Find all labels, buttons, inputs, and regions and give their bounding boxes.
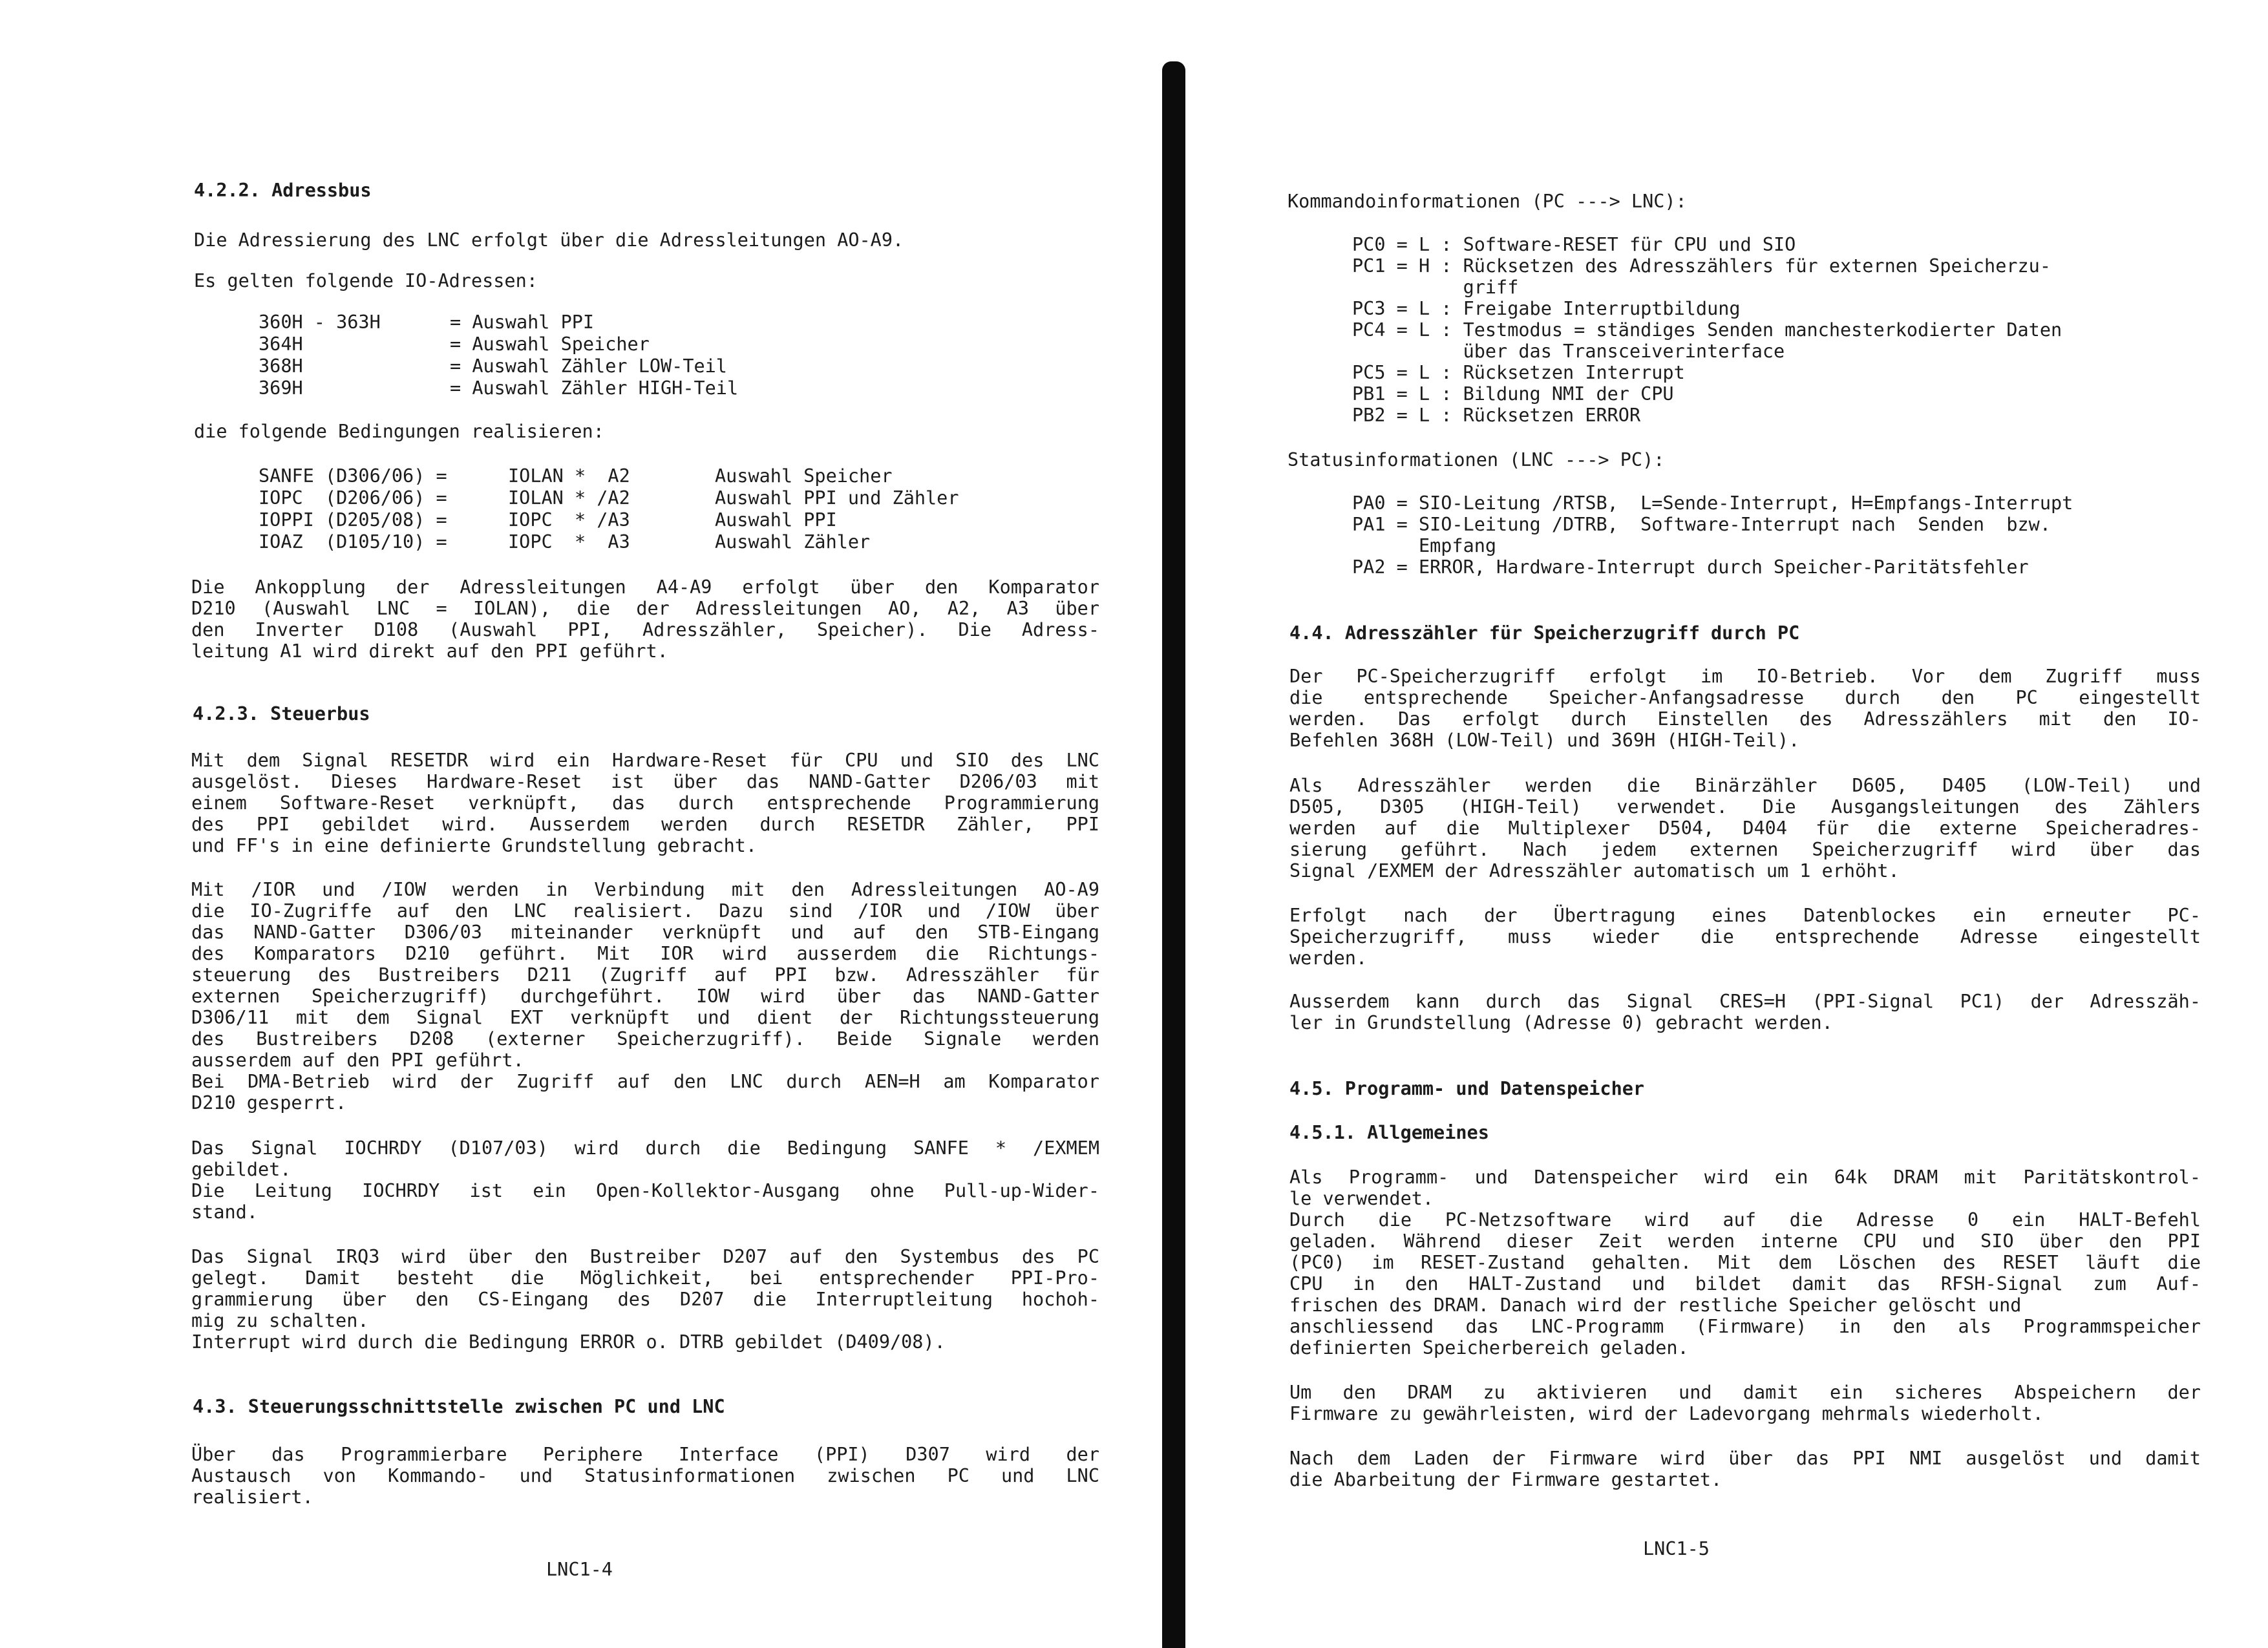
address-cell: 369H xyxy=(259,377,303,399)
list-item: Empfang xyxy=(1352,535,1497,556)
list-item: PA0 = SIO-Leitung /RTSB, L=Sende-Interrupt, H=Empfangs-Interrupt xyxy=(1352,492,2073,514)
address-desc-cell: = Auswahl PPI xyxy=(450,312,595,333)
condition-desc-cell: Auswahl PPI und Zähler xyxy=(715,487,959,509)
address-desc-cell: = Auswahl Speicher xyxy=(450,333,650,355)
text-line: und FF's in eine definierte Grundstellung gebracht. xyxy=(191,835,758,856)
text-line: definierten Speicherbereich geladen. xyxy=(1289,1337,1689,1358)
text-line: gebildet. xyxy=(191,1159,291,1180)
list-item: PA2 = ERROR, Hardware-Interrupt durch Speicher-Paritätsfehler xyxy=(1352,556,2029,578)
text-line: stand. xyxy=(191,1201,258,1223)
paragraph: Es gelten folgende IO-Adressen: xyxy=(194,270,538,291)
text-line: Über das Programmierbare Periphere Interface (PPI) D307 wird der xyxy=(191,1444,1099,1465)
text-line: die entsprechende Speicher-Anfangsadresse durch den PC eingestellt xyxy=(1289,687,2201,708)
text-line: D505, D305 (HIGH-Teil) verwendet. Die Ausgangsleitungen des Zählers xyxy=(1289,796,2201,818)
list-item: PC4 = L : Testmodus = ständiges Senden manchesterkodierter Daten xyxy=(1352,319,2062,341)
text-line: realisiert. xyxy=(191,1486,313,1508)
text-line: Interrupt wird durch die Bedingung ERROR o. DTRB gebildet (D409/08). xyxy=(191,1331,946,1353)
list-item: PB1 = L : Bildung NMI der CPU xyxy=(1352,383,1674,405)
condition-desc-cell: Auswahl Zähler xyxy=(715,531,871,553)
text-line: Das Signal IOCHRDY (D107/03) wird durch die Bedingung SANFE * /EXMEM xyxy=(191,1137,1099,1159)
list-item: PB2 = L : Rücksetzen ERROR xyxy=(1352,405,1641,426)
expression-cell: IOPC * A3 xyxy=(508,531,630,553)
expression-cell: IOLAN * A2 xyxy=(508,465,630,487)
text-line: werden auf die Multiplexer D504, D404 für die externe Speicheradres- xyxy=(1289,818,2201,839)
text-line: D210 gesperrt. xyxy=(191,1092,347,1114)
address-desc-cell: = Auswahl Zähler LOW-Teil xyxy=(450,355,727,377)
address-desc-cell: = Auswahl Zähler HIGH-Teil xyxy=(450,377,739,399)
address-cell: 360H - 363H xyxy=(259,312,381,333)
text-line: leitung A1 wird direkt auf den PPI geführt. xyxy=(191,640,668,662)
text-line: Der PC-Speicherzugriff erfolgt im IO-Betrieb. Vor dem Zugriff muss xyxy=(1289,666,2201,687)
text-line: Erfolgt nach der Übertragung eines Datenblockes ein erneuter PC- xyxy=(1289,905,2201,926)
text-line: Bei DMA-Betrieb wird der Zugriff auf den LNC durch AEN=H am Komparator xyxy=(191,1071,1099,1092)
list-item: PC5 = L : Rücksetzen Interrupt xyxy=(1352,362,1685,383)
text-line: die Abarbeitung der Firmware gestartet. xyxy=(1289,1469,1722,1490)
list-item: griff xyxy=(1352,277,1519,298)
text-line: grammierung über den CS-Eingang des D207 die Interruptleitung hochoh- xyxy=(191,1289,1099,1310)
text-line: Nach dem Laden der Firmware wird über das PPI NMI ausgelöst und damit xyxy=(1289,1448,2201,1469)
text-line: CPU in den HALT-Zustand und bildet damit das RFSH-Signal zum Auf- xyxy=(1289,1273,2201,1294)
text-line: Mit /IOR und /IOW werden in Verbindung mit den Adressleitungen AO-A9 xyxy=(191,879,1099,900)
text-line: Mit dem Signal RESETDR wird ein Hardware-Reset für CPU und SIO des LNC xyxy=(191,750,1099,771)
address-cell: 368H xyxy=(259,355,303,377)
paragraph: Die Adressierung des LNC erfolgt über die Adressleitungen AO-A9. xyxy=(194,229,904,251)
expression-cell: IOPC * /A3 xyxy=(508,509,630,531)
text-line: le verwendet. xyxy=(1289,1188,1434,1209)
text-line: Speicherzugriff, muss wieder die entsprechende Adresse eingestellt xyxy=(1289,926,2201,947)
text-line: des Bustreibers D208 (externer Speicherzugriff). Beide Signale werden xyxy=(191,1028,1099,1050)
text-line: werden. xyxy=(1289,947,1368,969)
list-item: PC3 = L : Freigabe Interruptbildung xyxy=(1352,298,1741,319)
text-line: Die Ankopplung der Adressleitungen A4-A9 erfolgt über den Komparator xyxy=(191,576,1099,598)
signal-cell: SANFE (D306/06) = xyxy=(259,465,447,487)
text-line: D306/11 mit dem Signal EXT verknüpft und dient der Richtungssteuerung xyxy=(191,1007,1099,1028)
expression-cell: IOLAN * /A2 xyxy=(508,487,630,509)
text-line: steuerung des Bustreibers D211 (Zugriff auf PPI bzw. Adresszähler für xyxy=(191,964,1099,986)
text-line: gelegt. Damit besteht die Möglichkeit, bei entsprechender PPI-Pro- xyxy=(191,1267,1099,1289)
text-line: ler in Grundstellung (Adresse 0) gebracht werden. xyxy=(1289,1012,1833,1033)
section-heading-4-5-1: 4.5.1. Allgemeines xyxy=(1289,1122,1489,1143)
text-line: geladen. Während dieser Zeit werden interne CPU und SIO über den PPI xyxy=(1289,1231,2201,1252)
list-item: PC0 = L : Software-RESET für CPU und SIO xyxy=(1352,234,1796,255)
text-line: ausgelöst. Dieses Hardware-Reset ist über das NAND-Gatter D206/03 mit xyxy=(191,771,1099,792)
text-line: (PC0) im RESET-Zustand gehalten. Mit dem Löschen des RESET läuft die xyxy=(1289,1252,2201,1273)
text-line: Um den DRAM zu aktivieren und damit ein sicheres Abspeichern der xyxy=(1289,1382,2201,1403)
section-heading-4-3: 4.3. Steuerungsschnittstelle zwischen PC und LNC xyxy=(193,1396,725,1417)
text-line: mig zu schalten. xyxy=(191,1310,369,1331)
paragraph: die folgende Bedingungen realisieren: xyxy=(194,421,604,442)
condition-desc-cell: Auswahl Speicher xyxy=(715,465,893,487)
text-line: werden. Das erfolgt durch Einstellen des Adresszählers mit den IO- xyxy=(1289,708,2201,730)
list-item: PC1 = H : Rücksetzen des Adresszählers für externen Speicherzu- xyxy=(1352,255,2051,277)
text-line: anschliessend das LNC-Programm (Firmware) in den als Programmspeicher xyxy=(1289,1316,2201,1337)
section-heading-status-info: Statusinformationen (LNC ---> PC): xyxy=(1288,449,1665,470)
text-line: Als Programm- und Datenspeicher wird ein 64k DRAM mit Paritätskontrol- xyxy=(1289,1167,2201,1188)
text-line: D210 (Auswahl LNC = IOLAN), die der Adressleitungen AO, A2, A3 über xyxy=(191,598,1099,619)
text-line: den Inverter D108 (Auswahl PPI, Adresszähler, Speicher). Die Adress- xyxy=(191,619,1099,640)
list-item: über das Transceiverinterface xyxy=(1352,341,1785,362)
text-line: Ausserdem kann durch das Signal CRES=H (PPI-Signal PC1) der Adresszäh- xyxy=(1289,991,2201,1012)
page-number: LNC1-5 xyxy=(1643,1538,1710,1559)
binding-gutter xyxy=(1162,61,1185,1648)
section-heading-command-info: Kommandoinformationen (PC ---> LNC): xyxy=(1288,191,1687,212)
signal-cell: IOPC (D206/06) = xyxy=(259,487,447,509)
text-line: sierung geführt. Nach jedem externen Speicherzugriff wird über das xyxy=(1289,839,2201,860)
text-line: die IO-Zugriffe auf den LNC realisiert. Dazu sind /IOR und /IOW über xyxy=(191,900,1099,922)
text-line: Durch die PC-Netzsoftware wird auf die Adresse 0 ein HALT-Befehl xyxy=(1289,1209,2201,1231)
text-line: Austausch von Kommando- und Statusinformationen zwischen PC und LNC xyxy=(191,1465,1099,1486)
text-line: das NAND-Gatter D306/03 miteinander verknüpft und auf den STB-Eingang xyxy=(191,922,1099,943)
address-cell: 364H xyxy=(259,333,303,355)
text-line: Signal /EXMEM der Adresszähler automatisch um 1 erhöht. xyxy=(1289,860,1900,882)
list-item: PA1 = SIO-Leitung /DTRB, Software-Interrupt nach Senden bzw. xyxy=(1352,514,2051,535)
section-heading-4-2-2: 4.2.2. Adressbus xyxy=(194,180,372,201)
text-line: Als Adresszähler werden die Binärzähler D605, D405 (LOW-Teil) und xyxy=(1289,775,2201,796)
signal-cell: IOAZ (D105/10) = xyxy=(259,531,447,553)
text-line: Firmware zu gewährleisten, wird der Ladevorgang mehrmals wiederholt. xyxy=(1289,1403,2044,1424)
section-heading-4-4: 4.4. Adresszähler für Speicherzugriff durch PC xyxy=(1289,622,1800,644)
section-heading-4-2-3: 4.2.3. Steuerbus xyxy=(193,703,370,724)
text-line: des PPI gebildet wird. Ausserdem werden durch RESETDR Zähler, PPI xyxy=(191,814,1099,835)
right-page xyxy=(1189,0,2268,1648)
text-line: Die Leitung IOCHRDY ist ein Open-Kollektor-Ausgang ohne Pull-up-Wider- xyxy=(191,1180,1099,1201)
text-line: einem Software-Reset verknüpft, das durch entsprechende Programmierung xyxy=(191,792,1099,814)
section-heading-4-5: 4.5. Programm- und Datenspeicher xyxy=(1289,1078,1645,1099)
text-line: des Komparators D210 geführt. Mit IOR wird ausserdem die Richtungs- xyxy=(191,943,1099,964)
text-line: Das Signal IRQ3 wird über den Bustreiber D207 auf den Systembus des PC xyxy=(191,1246,1099,1267)
page-number: LNC1-4 xyxy=(546,1559,613,1580)
text-line: Befehlen 368H (LOW-Teil) und 369H (HIGH-Teil). xyxy=(1289,730,1800,751)
text-line: frischen des DRAM. Danach wird der restliche Speicher gelöscht und xyxy=(1289,1294,2022,1316)
text-line: ausserdem auf den PPI geführt. xyxy=(191,1050,524,1071)
condition-desc-cell: Auswahl PPI xyxy=(715,509,837,531)
text-line: externen Speicherzugriff) durchgeführt. IOW wird über das NAND-Gatter xyxy=(191,986,1099,1007)
signal-cell: IOPPI (D205/08) = xyxy=(259,509,447,531)
